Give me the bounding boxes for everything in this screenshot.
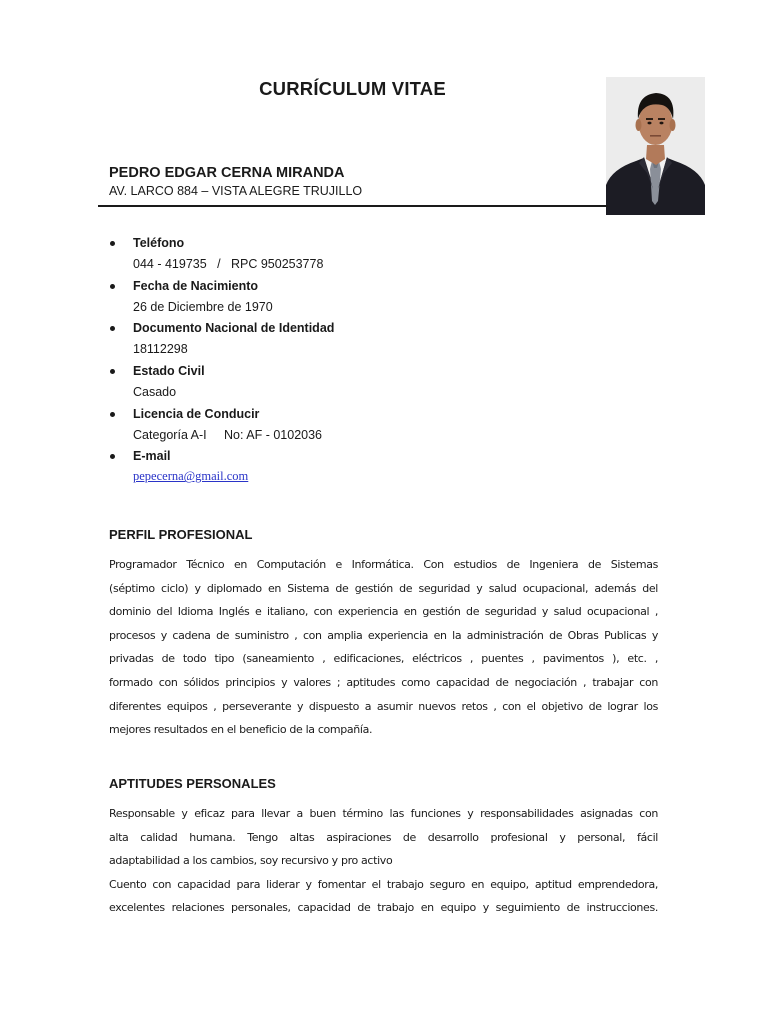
info-item-civil-status — [0, 361, 768, 404]
bullet-icon — [110, 241, 115, 246]
paragraph-line: dominio del Idioma Inglés e italiano, con experiencia en gestión de seguridad y salud ocupacional , — [109, 605, 658, 619]
person-photo-icon — [606, 77, 705, 215]
paragraph-line: excelentes relaciones personales, capacidad de trabajo en equipo y seguimiento de instrucciones. — [109, 901, 658, 915]
perfil-paragraph — [109, 553, 658, 742]
aptitudes-heading: APTITUDES PERSONALES — [109, 776, 276, 791]
info-label: Licencia de Conducir — [133, 406, 260, 421]
info-label: Documento Nacional de Identidad — [133, 321, 335, 336]
info-label: Teléfono — [133, 236, 185, 250]
perfil-heading: PERFIL PROFESIONAL — [109, 527, 253, 542]
profile-photo — [606, 77, 705, 215]
document-title: CURRÍCULUM VITAE — [259, 78, 446, 99]
info-item-email — [0, 446, 768, 489]
paragraph-line: (séptimo ciclo) y diplomado en Sistema de gestión de seguridad y salud ocupacional, además del — [109, 581, 658, 595]
paragraph-line: procesos y cadena de suministro , con amplia experiencia en la administración de Obras Publicas y — [109, 628, 658, 642]
info-item-dni — [0, 318, 768, 361]
info-value: 044 - 419735 / RPC 950253778 — [133, 257, 324, 271]
info-value: 26 de Diciembre de 1970 — [133, 299, 273, 314]
paragraph-line: alta calidad humana. Tengo altas aspiraciones de desarrollo profesional y personal, fácil — [109, 830, 658, 844]
personal-info-list — [0, 233, 768, 489]
paragraph-line: Cuento con capacidad para liderar y fomentar el trabajo seguro en equipo, aptitud emprendedora, — [109, 877, 658, 891]
paragraph-line: diferentes equipos , perseverante y dispuesto a asumir nuevos retos , con el objetivo de lograr los — [109, 699, 658, 713]
header-divider — [98, 205, 608, 207]
candidate-address: AV. LARCO 884 – VISTA ALEGRE TRUJILLO — [109, 184, 363, 198]
info-value: Casado — [133, 385, 177, 400]
bullet-icon — [110, 454, 115, 459]
info-label: E-mail — [133, 449, 171, 464]
bullet-icon — [110, 284, 115, 289]
info-label: Estado Civil — [133, 364, 205, 379]
paragraph-line: Responsable y eficaz para llevar a buen término las funciones y responsabilidades asignadas con — [109, 807, 658, 820]
info-item-birthdate — [0, 276, 768, 319]
paragraph-line: privadas de todo tipo (saneamiento , edificaciones, eléctricos , puentes , pavimentos ), etc. , — [109, 652, 658, 666]
bullet-icon — [110, 412, 115, 417]
aptitudes-paragraph — [109, 802, 658, 920]
info-item-license — [0, 404, 768, 447]
paragraph-line: Programador Técnico en Computación e Informática. Con estudios de Ingeniera de Sistemas — [109, 558, 658, 571]
info-item-phone — [0, 233, 768, 276]
bullet-icon — [110, 369, 115, 374]
candidate-name: PEDRO EDGAR CERNA MIRANDA — [109, 165, 345, 181]
info-label: Fecha de Nacimiento — [133, 278, 259, 293]
paragraph-line: adaptabilidad a los cambios, soy recursivo y pro activo — [109, 854, 393, 868]
info-value: Categoría A-I No: AF - 0102036 — [133, 427, 322, 442]
bullet-icon — [110, 326, 115, 331]
paragraph-line: formado con sólidos principios y valores ; aptitudes como capacidad de negociación , trabajar con — [109, 675, 658, 689]
paragraph-line: mejores resultados en el beneficio de la compañía. — [109, 723, 373, 737]
info-value: 18112298 — [133, 342, 188, 357]
email-link[interactable]: pepecerna@gmail.com — [133, 469, 249, 484]
